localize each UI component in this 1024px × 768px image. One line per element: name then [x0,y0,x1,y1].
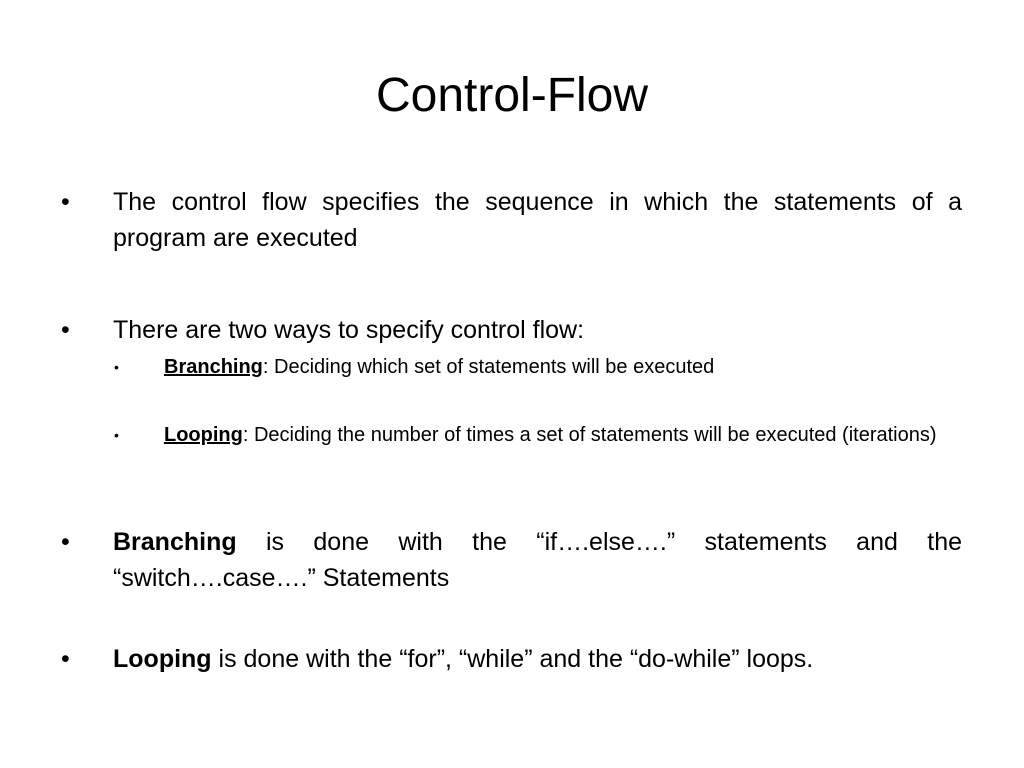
bullet-icon: • [61,645,70,673]
sub-bullet-item-looping [114,421,962,449]
slide-title: Control-Flow [375,69,649,122]
bullet-term: Branching [113,528,237,556]
sub-bullet-term: Branching [164,356,263,378]
sub-bullet-term: Looping [164,424,243,446]
sub-bullet-icon: • [114,427,119,443]
bullet-item-control-flow-definition [61,184,962,256]
sub-bullet-text: : Deciding the number of times a set of statements will be executed (iterations) [242,424,937,446]
sub-bullet-icon: • [114,359,119,375]
bullet-icon: • [61,528,70,556]
bullet-item-looping-done-with [61,641,962,677]
sub-bullet-text: : Deciding which set of statements will be executed [262,356,715,378]
bullet-text: is done with the “if….else….” statements and the “switch….case….” Statements [113,528,962,592]
bullet-icon: • [61,188,70,216]
bullet-text: The control flow specifies the sequence in which the statements of a program are executed [113,188,962,252]
bullet-item-branching-done-with [61,524,962,596]
bullet-icon: • [61,316,70,344]
bullet-item-two-ways [61,312,962,348]
sub-bullet-item-branching [114,353,962,381]
bullet-text: is done with the “for”, “while” and the “do-while” loops. [211,645,814,673]
bullet-term: Looping [113,645,212,673]
bullet-text: There are two ways to specify control flow: [113,316,585,344]
